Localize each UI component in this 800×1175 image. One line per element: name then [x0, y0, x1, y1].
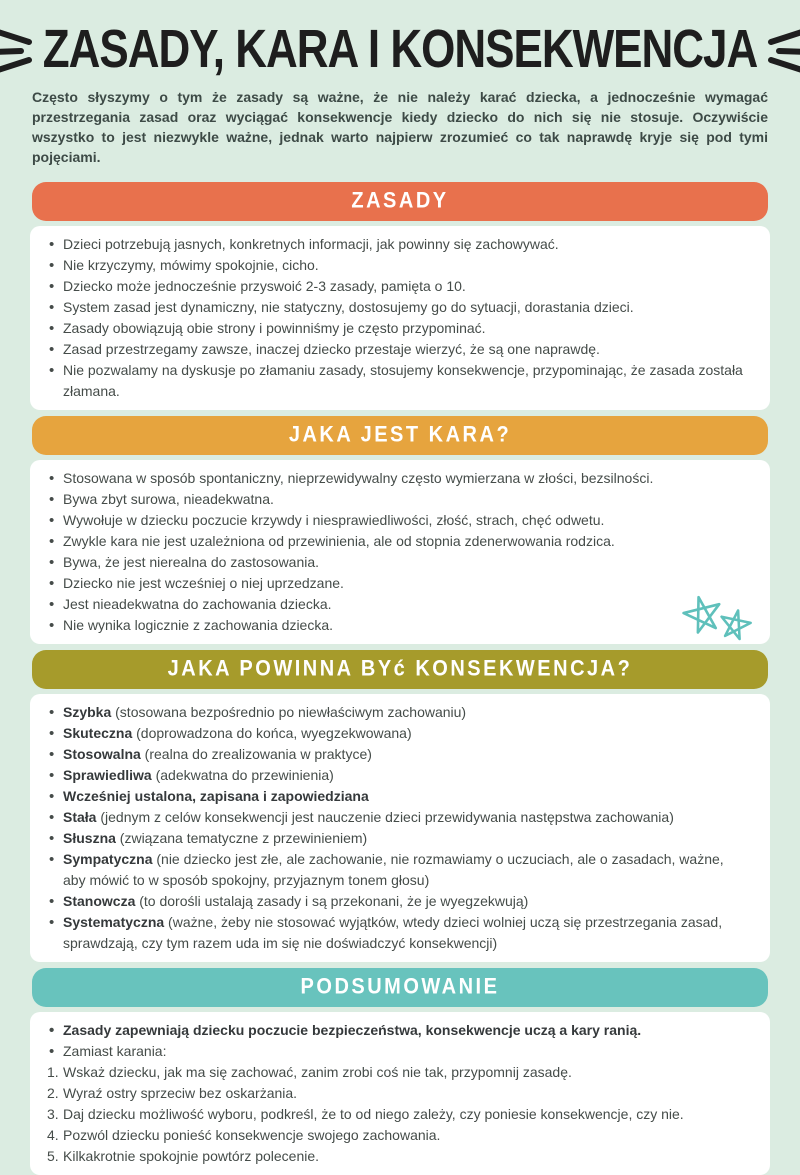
- list-item: [46, 828, 750, 849]
- section-zasady-title: ZASADY: [351, 188, 449, 213]
- item-lead: Szybka: [63, 703, 112, 720]
- item-lead: Słuszna: [63, 829, 116, 846]
- section-kara-card: [30, 460, 770, 644]
- section-podsumowanie-header: [32, 968, 768, 1007]
- intro-paragraph: Często słyszymy o tym że zasady są ważne, że nie należy karać dziecka, a jednocześnie wymagać przestrzegania zasad oraz wyciągać konsekwencje kiedy dziecko do nich się nie stosuje. Oczywiście wszystko to jest niezwykle ważne, jednak warto najpierw zrozumieć co tak naprawdę kryje się pod tymi pojęciami.: [32, 89, 768, 165]
- section-zasady-header: [32, 182, 768, 221]
- section-zasady: [30, 182, 770, 410]
- sparkle-left-icon: [0, 22, 39, 78]
- section-kara-title: JAKA JEST KARA?: [288, 422, 512, 447]
- stars-doodle-icon: [682, 594, 752, 642]
- item-rest: (jednym z celów konsekwencji jest nauczenie dzieci przewidywania następstwa zachowania): [96, 808, 674, 825]
- item-lead: Sympatyczna: [63, 850, 153, 867]
- list-item: • Bywa zbyt surowa, nieadekwatna.: [46, 489, 750, 510]
- numbered-item: Wyraź ostry sprzeciw bez oskarżania.: [63, 1084, 298, 1101]
- kara-list: [46, 468, 750, 636]
- list-item: • Jest nieadekwatna do zachowania dziecka.: [46, 594, 750, 615]
- list-item: • Dziecko nie jest wcześniej o niej uprzedzane.: [46, 573, 750, 594]
- list-item: • Zasady zapewniają dziecku poczucie bezpieczeństwa, konsekwencje uczą a kary ranią.: [46, 1020, 750, 1041]
- list-item: • Zwykle kara nie jest uzależniona od przewinienia, ale od stopnia zdenerwowania rodzica.: [46, 531, 750, 552]
- item-rest: (nie dziecko jest złe, ale zachowanie, nie rozmawiamy o uczuciach, ale o zasadach, ważne, aby mówić to w sposób spokojny, przyjaznym tonem głosu): [63, 850, 724, 888]
- list-item: [46, 912, 750, 954]
- item-rest: (doprowadzona do końca, wyegzekwowana): [132, 724, 412, 741]
- item-rest: (to dorośli ustalają zasady i są przekonani, że je wyegzekwują): [135, 892, 529, 909]
- item-rest: (związana tematyczne z przewinieniem): [115, 829, 368, 846]
- section-podsumowanie-title: PODSUMOWANIE: [300, 974, 500, 999]
- list-item: [46, 786, 750, 807]
- list-item: [46, 765, 750, 786]
- list-item: • Dzieci potrzebują jasnych, konkretnych informacji, jak powinny się zachowywać.: [46, 234, 750, 255]
- list-item: [46, 807, 750, 828]
- list-item: [46, 744, 750, 765]
- list-item: • Zasady obowiązują obie strony i powinniśmy je często przypominać.: [46, 318, 750, 339]
- list-item: • Stosowana w sposób spontaniczny, nieprzewidywalny często wymierzana w złości, bezsilności.: [46, 468, 750, 489]
- item-rest: (realna do zrealizowania w praktyce): [140, 745, 372, 762]
- list-item: • Nie pozwalamy na dyskusje po złamaniu zasady, stosujemy konsekwencje, przypominając, że zasada została złamana.: [46, 360, 750, 402]
- list-item: [46, 849, 750, 891]
- item-rest: (stosowana bezpośrednio po niewłaściwym zachowaniu): [111, 703, 467, 720]
- poster-header: [30, 19, 770, 80]
- item-lead: Stosowalna: [63, 745, 141, 762]
- list-item: • Nie wynika logicznie z zachowania dziecka.: [46, 615, 750, 636]
- section-konsekwencja-card: [30, 694, 770, 962]
- list-item: • Dziecko może jednocześnie przyswoić 2-3 zasady, pamięta o 10.: [46, 276, 750, 297]
- numbered-item: Daj dziecku możliwość wyboru, podkreśl, że to od niego zależy, czy poniesie konsekwencje, czy nie.: [63, 1105, 684, 1122]
- zasady-list: [46, 234, 750, 402]
- list-item: • Zasad przestrzegamy zawsze, inaczej dziecko przestaje wierzyć, że są one naprawdę.: [46, 339, 750, 360]
- section-kara: [30, 416, 770, 644]
- numbered-item: Kilkakrotnie spokojnie powtórz polecenie.: [63, 1147, 320, 1164]
- section-konsekwencja: [30, 650, 770, 962]
- list-item: • Zamiast karania:: [46, 1041, 750, 1062]
- item-lead: Systematyczna: [63, 913, 165, 930]
- section-zasady-card: [30, 226, 770, 410]
- list-item: • Wywołuje w dziecku poczucie krzywdy i niesprawiedliwości, złość, strach, chęć odwetu.: [46, 510, 750, 531]
- section-konsekwencja-header: [32, 650, 768, 689]
- section-konsekwencja-title: JAKA POWINNA BYć KONSEKWENCJA?: [167, 656, 633, 681]
- numbered-item: Wskaż dziecku, jak ma się zachować, zanim zrobi coś nie tak, przypomnij zasadę.: [63, 1063, 572, 1080]
- item-rest: (ważne, żeby nie stosować wyjątków, wtedy dzieci wolniej uczą się przestrzegania zasad, sprawdzają, czy tym razem uda im się nie doświadczyć konsekwencji): [63, 913, 723, 951]
- section-podsumowanie-card: [30, 1012, 770, 1175]
- list-item: • Bywa, że jest nierealna do zastosowania.: [46, 552, 750, 573]
- item-rest: (adekwatna do przewinienia): [151, 766, 334, 783]
- podsumowanie-bullets: [46, 1020, 750, 1062]
- item-lead: Stanowcza: [63, 892, 136, 909]
- section-kara-header: [32, 416, 768, 455]
- item-lead: Sprawiedliwa: [63, 766, 152, 783]
- numbered-item: Pozwól dziecku ponieść konsekwencje swojego zachowania.: [63, 1126, 441, 1143]
- konsekwencja-list: [46, 702, 750, 954]
- sparkle-right-icon: [761, 22, 800, 78]
- item-lead: Wcześniej ustalona, zapisana i zapowiedziana: [63, 787, 369, 804]
- list-item: • Nie krzyczymy, mówimy spokojnie, cicho.: [46, 255, 750, 276]
- list-item: [46, 702, 750, 723]
- list-item: • System zasad jest dynamiczny, nie statyczny, dostosujemy go do sytuacji, dorastania dzieci.: [46, 297, 750, 318]
- item-lead: Stała: [63, 808, 97, 825]
- podsumowanie-steps: [46, 1062, 750, 1167]
- list-item: [46, 891, 750, 912]
- list-item: [46, 723, 750, 744]
- item-lead: Skuteczna: [63, 724, 133, 741]
- page-title: ZASADY, KARA I KONSEKWENCJA: [42, 19, 758, 80]
- section-podsumowanie: [30, 968, 770, 1175]
